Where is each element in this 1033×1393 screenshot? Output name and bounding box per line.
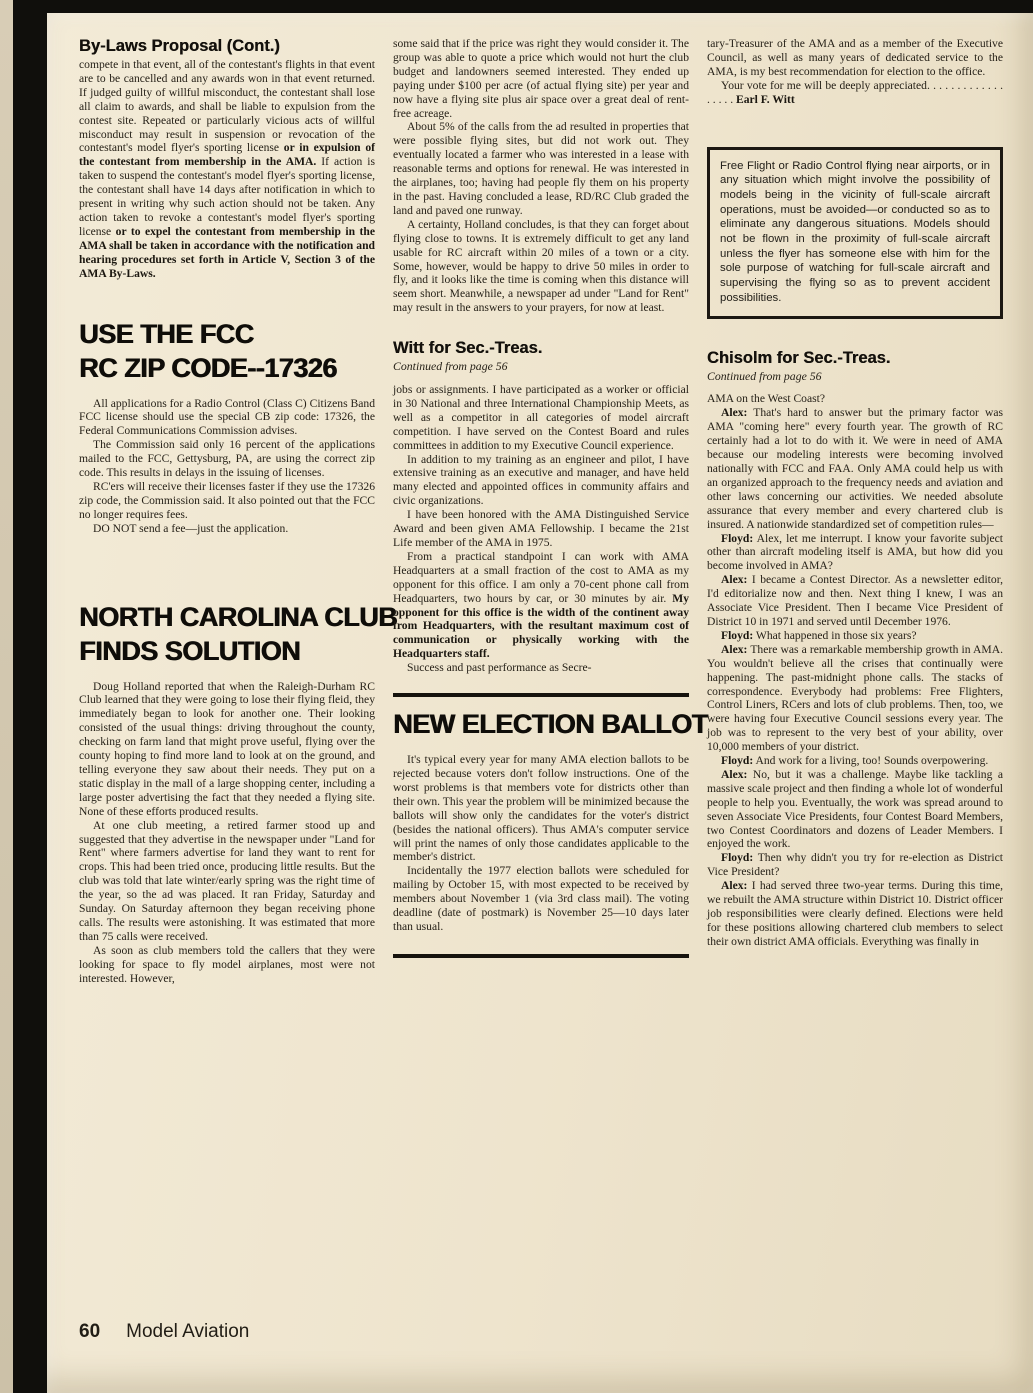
spacer (79, 536, 375, 600)
article-paragraph: Alex: That's hard to answer but the primary factor was AMA "coming here" every fourth year. The growth of RC certainly had a lot to do with it. We were in need of AMA because our modeling interests were becoming involved nationally with FCC and FAA. Only AMA could help us with an organized approach to the frequency needs and aviation and other laws concerning our activities. We needed absolute assurance that every member and every chartered club is insured. A nationwide standardized set of competition rules— (707, 406, 1003, 531)
divider-rule (393, 693, 689, 697)
spacer (707, 107, 1003, 147)
column-right (707, 37, 1003, 986)
spacer (707, 319, 1003, 349)
article-paragraph: At one club meeting, a retired farmer stood up and suggested that they advertise in the newspaper under "Land for Rent" where farmers advertise for land they want to rent for crops. This had been tried once, producing little results. But the club was told that late winter/early spring was the right time of the year, so the ad was placed. It ran Friday, Saturday and Sunday. On Saturday afternoon they began receiving phone calls. The results were astonishing. It was estimated that more than 75 calls were received. (79, 818, 375, 943)
continued-note: Continued from page 56 (707, 368, 822, 383)
section-heading: By-Laws Proposal (Cont.) (79, 37, 280, 55)
magazine-title: Model Aviation (126, 1321, 250, 1342)
safety-notice-box: Free Flight or Radio Control flying near airports, or in any situation which might involve the possibility of models being in the vicinity of full-scale aircraft operations, must be avoided—or conducted so as to eliminate any dangerous situations. Models should not be flown in the proximity of full-scale aircraft unless the flyer has someone else with him for the sole purpose of watching for full-scale aircraft and supervising the flying so as to prevent accident possibilities. (707, 147, 1003, 319)
section-heading: Chisolm for Sec.-Treas. (707, 348, 891, 367)
article-paragraph: Alex: I became a Contest Director. As a newsletter editor, I'd editorialize now and then. Next thing I knew, I was an Associate Vice President. Then I became Vice President of District 10 in 1971 and served until December 1976. (707, 573, 1003, 628)
spacer (393, 675, 689, 685)
spacer (79, 281, 375, 317)
article-paragraph: Alex: No, but it was a challenge. Maybe like tackling a massive scale project and then finding a whole lot of wonderful people to help you. Eventually, the work was spread around to seven Associate Vice Presidents, four Contest Board Members, two Contest Coordinators and dozens of Leader Members. I enjoyed the work. (707, 767, 1003, 851)
article-paragraph: jobs or assignments. I have participated as a worker or official in 30 National and three International Championship Meets, as well as a competitor in all categories of model aircraft competition. I have served on the Contest Board and rules committees in addition to my Executive Council experience. (393, 383, 689, 452)
article-paragraph: Floyd: Then why didn't you try for re-election as District Vice President? (707, 851, 1003, 879)
article-paragraph: It's typical every year for many AMA election ballots to be rejected because voters don't follow instructions. One of the worst problems is that members vote for districts other than their own. This year the problem will be minimized because the ballots will show only the candidates for the voter's district (besides the national officers). Thus AMA's computer service will print the names of only those candidates applicable to the member's district. (393, 753, 689, 864)
article-paragraph: some said that if the price was right they would consider it. The group was able to quote a price which would not hurt the club budget and landowners seemed interested. They ended up paying under $100 per acre (of actual flying site) per year and now have a flying site plus air space over a great deal of rent-free acreage. (393, 37, 689, 120)
article-paragraph: From a practical standpoint I can work with AMA Headquarters at a small fraction of the cost to AMA as my opponent for this office. I am only a 70-cent phone call from Headquarters, two hours by car, or 30 minutes by air. My opponent for this office is the width of the continent away from Headquarters, with the resultant maximum cost of communication or physically working with the Headquarters staff. (393, 549, 689, 661)
article-paragraph: tary-Treasurer of the AMA and as a member of the Executive Council, as well as many years of dedicated service to the AMA, is my best recommendation for election to the office. (707, 37, 1003, 78)
column-left (79, 37, 397, 986)
page-number: 60 (79, 1321, 101, 1342)
divider-rule (393, 954, 689, 958)
article-paragraph: DO NOT send a fee—just the application. (93, 521, 289, 535)
article-paragraph: Alex: I had served three two-year terms. During this time, we rebuilt the AMA structure within District 10. District officer job responsibilities were clearly defined. Elections were held for these positions allowing chartered club members to select their own district AMA officials. Everything was finally in (707, 879, 1003, 948)
page-content (79, 37, 1003, 986)
article-paragraph: RC'ers will receive their licenses faster if they use the 17326 zip code, the Commission said. It also pointed out that the FCC no longer requires fees. (79, 479, 375, 521)
section-heading: Witt for Sec.-Treas. (393, 339, 543, 358)
article-paragraph: Floyd: What happened in those six years? (721, 628, 917, 642)
article-paragraph: AMA on the West Coast? (707, 392, 826, 406)
spacer (393, 934, 689, 946)
article-paragraph: Doug Holland reported that when the Raleigh-Durham RC Club learned that they were going to lose their flying fleid, they immediately began to look for another one. Their looking consisted of the usual things: driving throughout the county, checking on farm land that might prove useful, flying over the county hoping to find more land to look at on the ground, and telling everyone they saw about their needs. They put on a static display in the mall of a large shopping center, including a large poster advertising the fact that they needed a flying site. None of these efforts produced results. (79, 679, 375, 818)
magazine-page (47, 13, 1033, 1393)
article-paragraph: The Commission said only 16 percent of the applications mailed to the FCC, Gettysburg, PA, are using the correct zip code. This results in delays in the issuing of licenses. (79, 438, 375, 480)
column-middle (393, 37, 708, 986)
article-paragraph: About 5% of the calls from the ad resulted in properties that were possible flying sites, but did not work out. They eventually located a farmer who was interested in a lease with reasonable terms and options for renewal. He was interested in the airplanes, too; having had people fly them on his property in the past. Having concluded a lease, RD/RC Club graded the land and paved one runway. (393, 120, 689, 217)
article-headline: USE THE FCC RC ZIP CODE--17326 (79, 318, 337, 383)
spacer (393, 315, 689, 339)
article-paragraph: Incidentally the 1977 election ballots were scheduled for mailing by October 15, with most expected to be received by members about November 1 (via 3rd class mail). The voting deadline (date of postmark) is November 25—10 days later than usual. (393, 864, 689, 933)
scan-edge-sliver (0, 0, 13, 1393)
article-headline: NEW ELECTION BALLOT (393, 709, 708, 740)
page-footer (79, 1321, 249, 1343)
continued-note: Continued from page 56 (393, 359, 508, 374)
article-paragraph: compete in that event, all of the contestant's flights in that event are to be cancelled and any awards won in that event returned. If judged guilty of willful misconduct, the contestant shall lose all claim to awards, and shall be liable to expulsion from the contest site. Repeated or particularly vicious acts of willful misconduct may result in suspension or revocation of the contestant's model flyer's sporting license or in expulsion of the contestant from membership in the AMA. If action is taken to suspend the contestant's model flyer's sporting license, the contestant shall have 14 days after notification in which to present in writing why such action should not be taken. Any action taken to revoke a contestant's model flyer's sporting license or to expel the contestant from membership in the AMA shall be taken in accordance with the notification and hearing procedures set forth in Article V, Section 3 of the AMA By-Laws. (79, 58, 376, 280)
article-headline: NORTH CAROLINA CLUB FINDS SOLUTION (79, 601, 397, 666)
article-paragraph: Your vote for me will be deeply appreciated. . . . . . . . . . . . . . . . . . Earl F. Witt (707, 78, 1003, 106)
article-paragraph: Alex: There was a remarkable membership growth in AMA. You wouldn't believe all the crises that continually were happening. The past-midnight phone calls. The stacks of correspondence. Everybody had problems: Free Flighters, Control Liners, RCers and lots of club problems. Then, too, we were having four Executive Council sessions every year. The job was to represent to the very best of your ability, over 10,000 members of your district. (707, 642, 1003, 754)
article-paragraph: As soon as club members told the callers that they were looking for space to fly model airplanes, most were not interested. However, (79, 943, 375, 985)
article-paragraph: All applications for a Radio Control (Class C) Citizens Band FCC license should use the special CB zip code: 17326, the Federal Communications Commission advises. (79, 396, 375, 438)
article-paragraph: Floyd: And work for a living, too! Sounds overpowering. (721, 754, 989, 768)
article-paragraph: I have been honored with the AMA Distinguished Service Award and been given AMA Fellowship. I became the 21st Life member of the AMA in 1975. (393, 508, 689, 549)
article-paragraph: Success and past performance as Secre- (407, 661, 592, 675)
article-paragraph: A certainty, Holland concludes, is that they can forget about flying close to towns. It is extremely difficult to get any land usable for RC aircraft within 20 miles of a town or a city. Some, however, would be happy to drive 50 miles in order to fly, and it looks like the time is coming when this distance will seem short. Meanwhile, a newspaper ad under "Land for Rent" may result in the answers to your prayers, for now at least. (393, 217, 689, 315)
article-paragraph: In addition to my training as an engineer and pilot, I have extensive training as an executive and manager, and have held many elected and appointed offices in community affairs and civic organizations. (393, 452, 689, 508)
article-paragraph: Floyd: Alex, let me interrupt. I know your favorite subject other than aircraft modeling itself is AMA, but how did you become involved in AMA? (707, 531, 1003, 573)
